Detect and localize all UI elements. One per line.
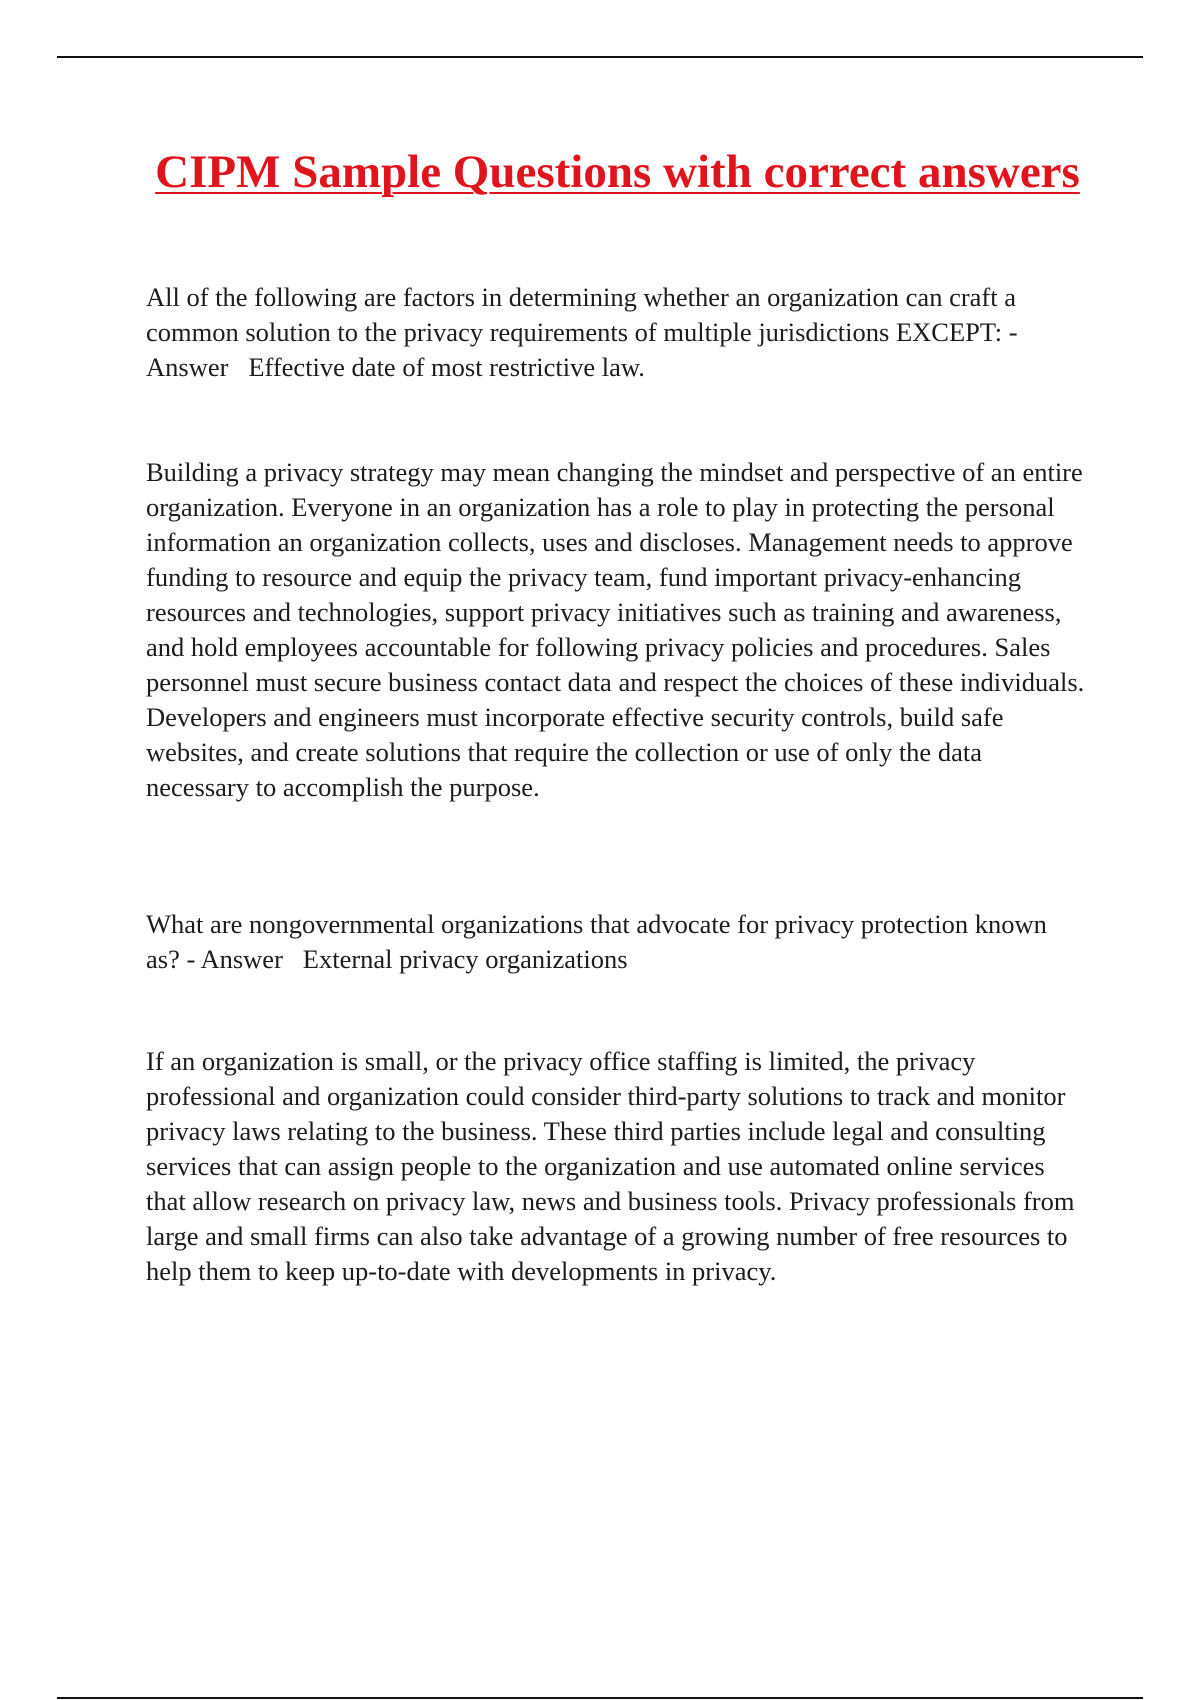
qa-item-1 [146,280,1086,385]
paragraph-2: If an organization is small, or the privacy office staffing is limited, the privacy professional and organization could consider third-party solutions to track and monitor privacy laws relating to the business. These third parties include legal and consulting services that can assign people to the organization and use automated online services that allow research on privacy law, news and business tools. Privacy professionals from large and small firms can also take advantage of a growing number of free resources to help them to keep up-to-date with developments in privacy. [146,1046,1075,1286]
page-title: CIPM Sample Questions with correct answers [155,146,1080,198]
answer-text: Effective date of most restrictive law. [248,352,645,382]
paragraph-1: Building a privacy strategy may mean changing the mindset and perspective of an entire organization. Everyone in an organization has a role to play in protecting the personal information an organization collects, uses and discloses. Management needs to approve funding to resource and equip the privacy team, fund important privacy-enhancing resources and technologies, support privacy initiatives such as training and awareness, and hold employees accountable for following privacy policies and procedures. Sales personnel must secure business contact data and respect the choices of these individuals. Developers and engineers must incorporate effective security controls, build safe websites, and create solutions that require the collection or use of only the data necessary to accomplish the purpose. [146,457,1085,802]
footer-rule [57,1697,1143,1699]
question-text: What are nongovernmental organizations that advocate for privacy protection known as? - [146,909,1047,974]
answer-text: External privacy organizations [302,944,628,974]
answer-label: Answer [146,352,229,382]
header-rule [57,56,1143,58]
qa-item-2 [146,907,1086,977]
question-text: All of the following are factors in determining whether an organization can craft a common solution to the privacy requirements of multiple jurisdictions EXCEPT: - [146,282,1018,347]
answer-label: Answer [200,944,283,974]
